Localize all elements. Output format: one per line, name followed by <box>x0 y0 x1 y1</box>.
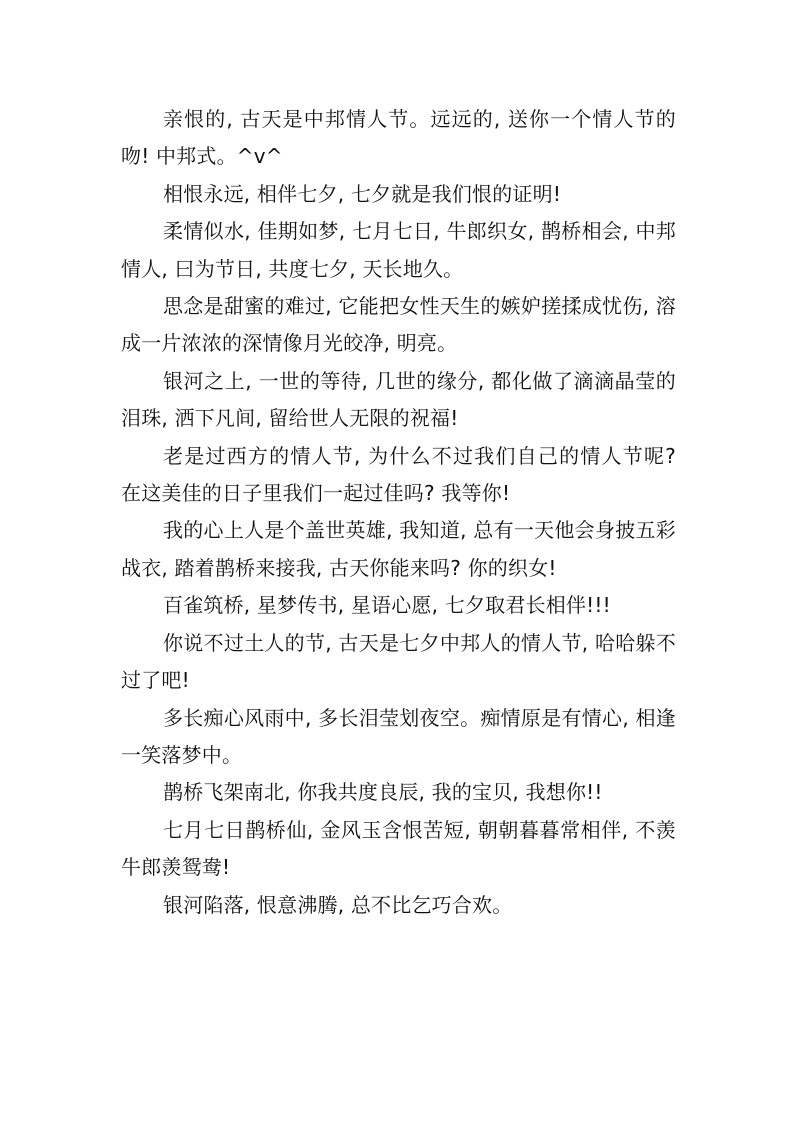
paragraph: 思念是甜蜜的难过, 它能把女性天生的嫉妒搓揉成忧伤, 溶成一片浓浓的深情像月光皎净, 明亮。 <box>121 294 676 356</box>
paragraph: 多长痴心风雨中, 多长泪莹划夜空。痴情原是有情心, 相逢一笑落梦中。 <box>121 705 676 767</box>
paragraph: 老是过西方的情人节, 为什么不过我们自己的情人节呢? 在这美佳的日子里我们一起过佳吗? 我等你! <box>121 443 676 506</box>
paragraph: 百雀筑桥, 星梦传书, 星语心愿, 七夕取君长相伴!!! <box>163 593 611 618</box>
paragraph: 我的心上人是个盖世英雄, 我知道, 总有一天他会身披五彩战衣, 踏着鹊桥来接我, 古天你能来吗? 你的织女! <box>121 518 676 580</box>
document-body <box>121 101 676 924</box>
paragraph: 银河陷落, 恨意沸腾, 总不比乞巧合欢。 <box>163 892 513 917</box>
paragraph: 鹊桥飞架南北, 你我共度良辰, 我的宝贝, 我想你!! <box>163 780 603 805</box>
paragraph: 相恨永远, 相伴七夕, 七夕就是我们恨的证明! <box>163 181 562 206</box>
paragraph: 七月七日鹊桥仙, 金风玉含恨苦短, 朝朝暮暮常相伴, 不羡牛郎羡鸳鸯! <box>121 817 676 880</box>
paragraph: 银河之上, 一世的等待, 几世的缘分, 都化做了滴滴晶莹的泪珠, 洒下凡间, 留给世人无限的祝福! <box>121 368 676 431</box>
paragraph: 亲恨的, 古天是中邦情人节。远远的, 送你一个情人节的吻! 中邦式。^v^ <box>121 107 676 169</box>
paragraph: 你说不过土人的节, 古天是七夕中邦人的情人节, 哈哈躲不过了吧! <box>121 630 676 693</box>
paragraph: 柔情似水, 佳期如梦, 七月七日, 牛郎织女, 鹊桥相会, 中邦情人, 曰为节日, 共度七夕, 天长地久。 <box>121 219 676 281</box>
